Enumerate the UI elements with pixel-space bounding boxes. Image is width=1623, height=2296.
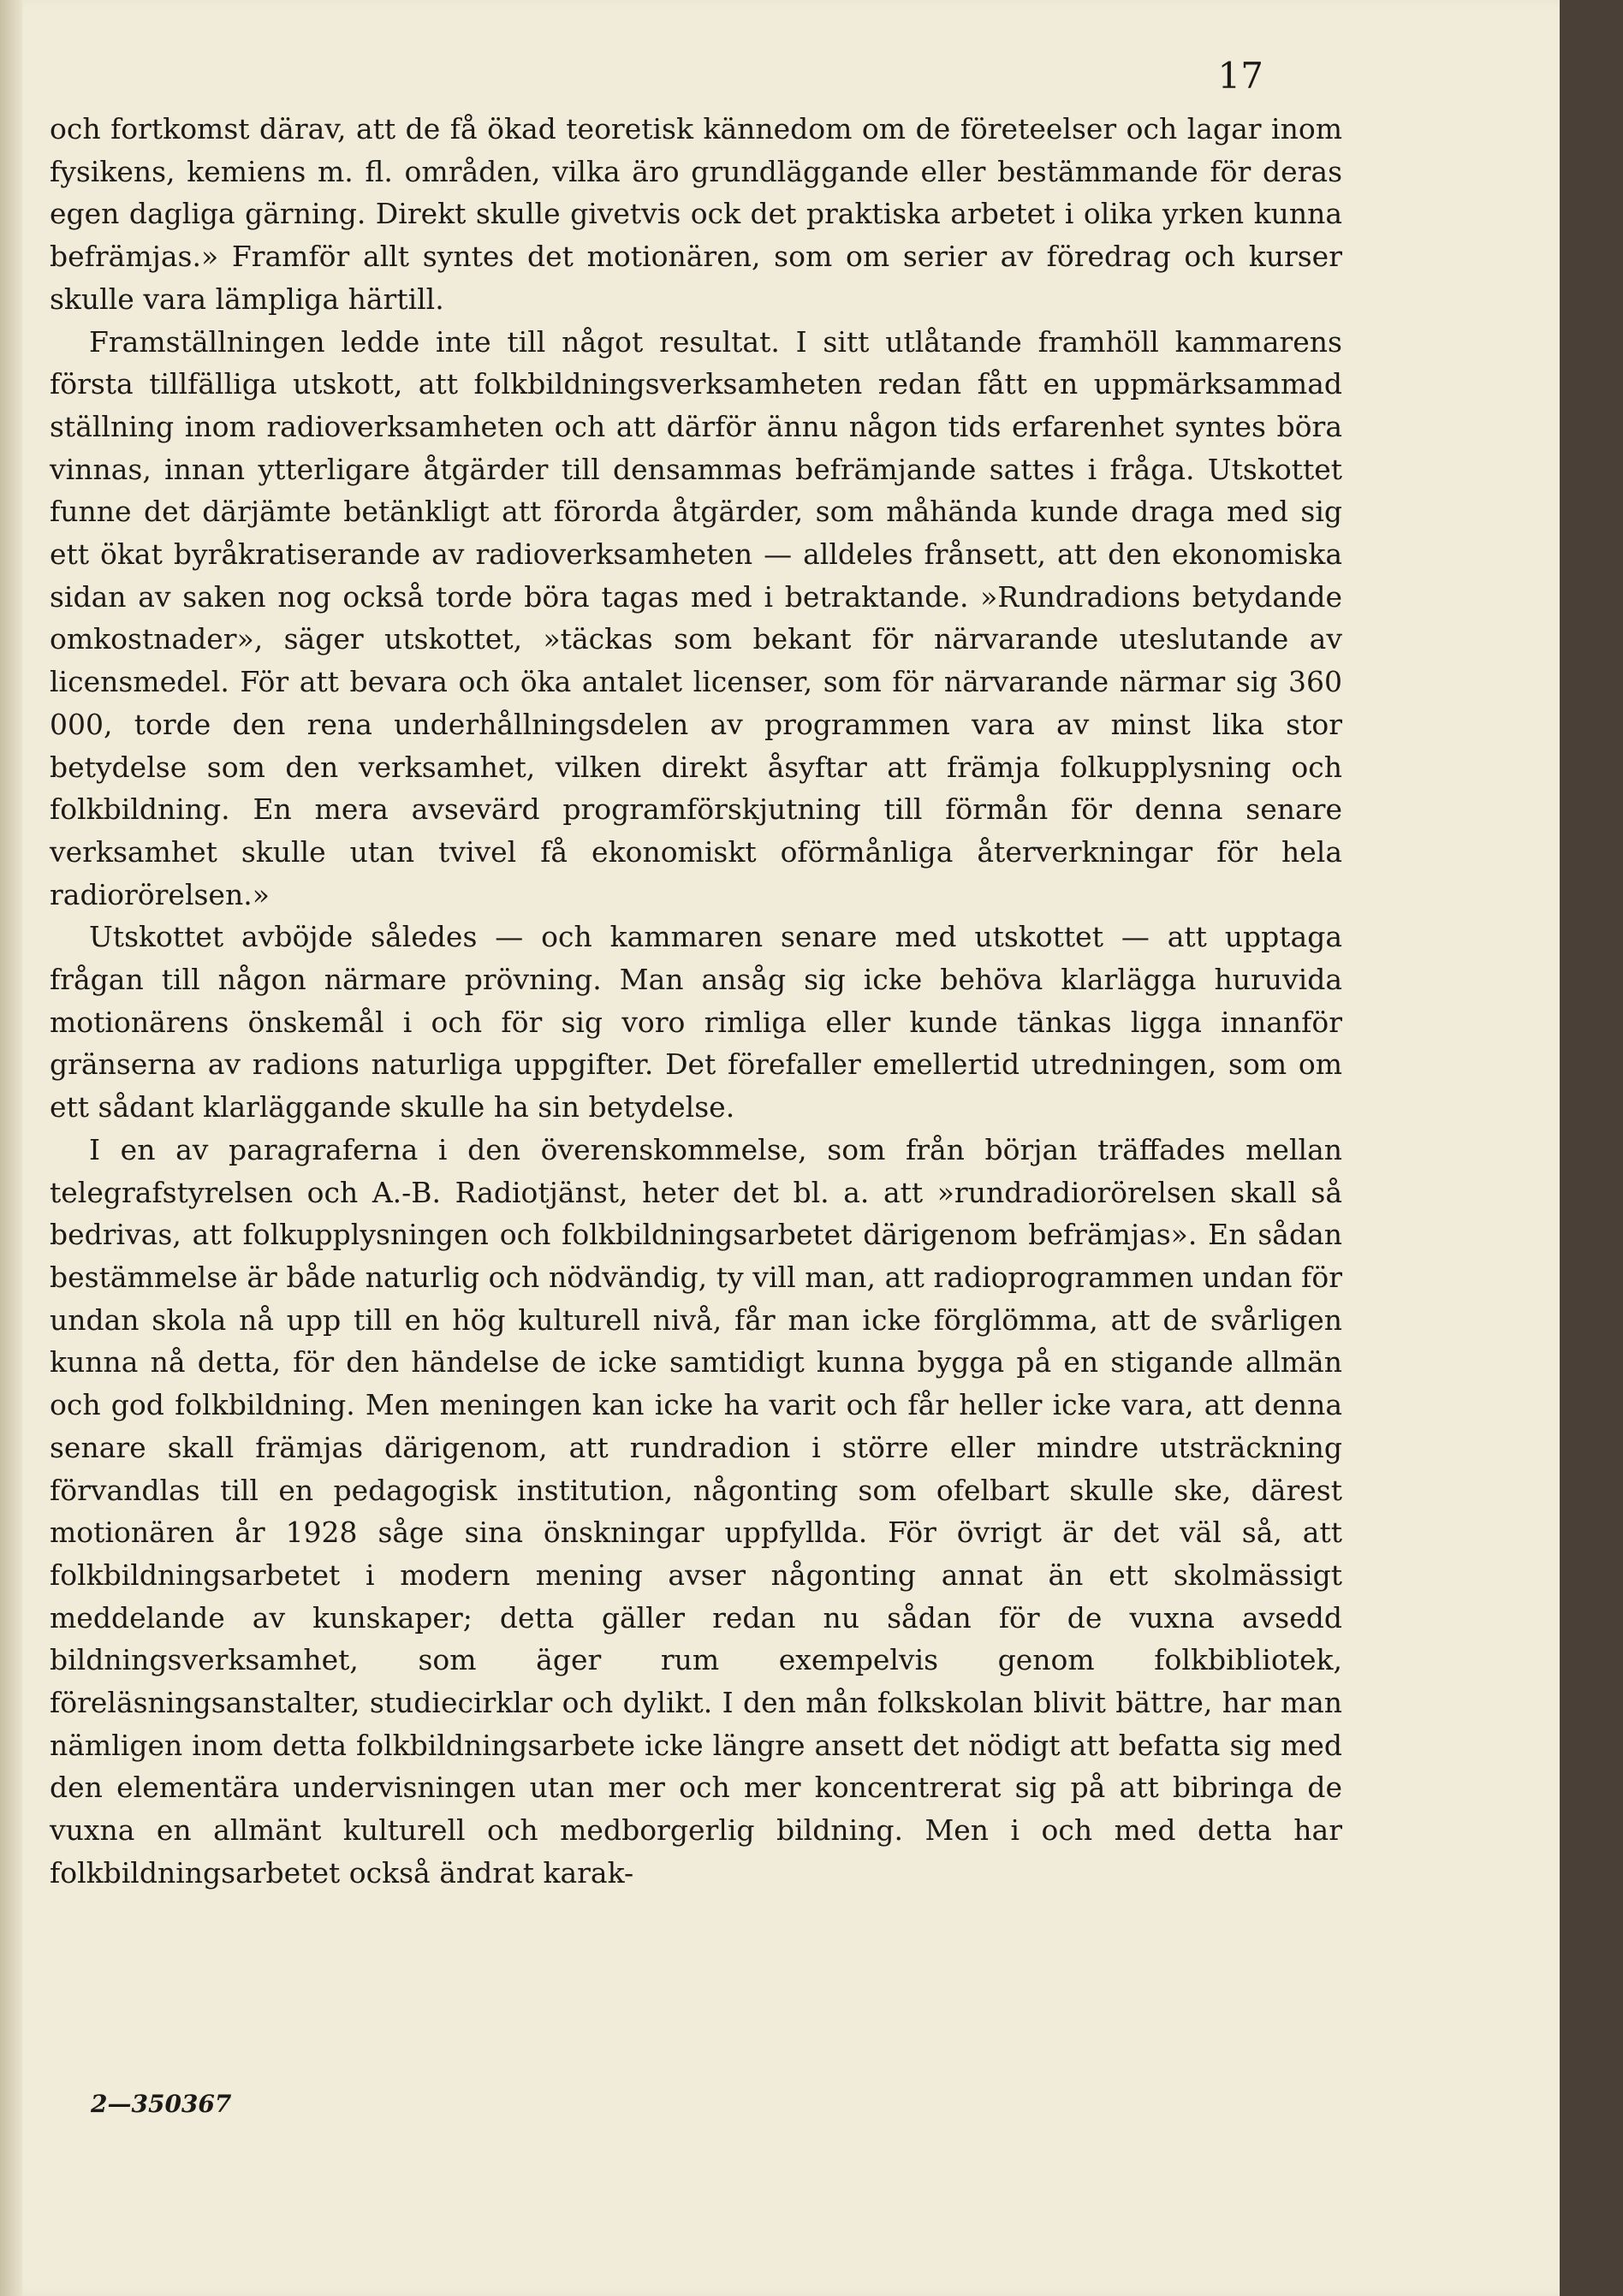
paragraph-continued: och fortkomst därav, att de få ökad teoretisk kännedom om de företeelser och lagar inom fysikens, kemiens m. fl. områden, vilka äro grundläggande eller bestämmande för deras egen dagliga gärning. Direkt skulle givetvis ock det praktiska arbetet i olika yrken kunna befrämjas.» Framför allt syntes det motionären, som om serier av föredrag och kurser skulle vara lämpliga härtill. <box>50 112 1342 316</box>
body-text <box>50 108 1342 1895</box>
page-number: 17 <box>1217 55 1263 97</box>
page-spine-shadow <box>0 0 22 2296</box>
paragraph: Framställningen ledde inte till något resultat. I sitt utlåtande framhöll kammarens första tillfälliga utskott, att folkbildningsverksamheten redan fått en uppmärksammad ställning inom radioverksamheten och att därför ännu någon tids erfarenhet syntes böra vinnas, innan ytterligare åtgärder till densammas befrämjande sattes i fråga. Utskottet funne det därjämte betänkligt att förorda åtgärder, som måhända kunde draga med sig ett ökat byråkratiserande av radioverksamheten — alldeles frånsett, att den ekonomiska sidan av saken nog också torde böra tagas med i betraktande. »Rundradions betydande omkostnader», säger utskottet, »täckas som bekant för närvarande uteslutande av licensmedel. För att bevara och öka antalet licenser, som för närvarande närmar sig 360 000, torde den rena underhållningsdelen av programmen vara av minst lika stor betydelse som den verksamhet, vilken direkt åsyftar att främja folkupplysning och folkbildning. En mera avsevärd programförskjutning till förmån för denna senare verksamhet skulle utan tvivel få ekonomiskt oförmånliga återverkningar för hela radiorörelsen.» <box>50 324 1342 911</box>
printer-signature: 2—350367 <box>91 2090 232 2118</box>
paragraph: I en av paragraferna i den överenskommelse, som från början träffades mellan telegrafstyrelsen och A.-B. Radiotjänst, heter det bl. a. att »rundradiorörelsen skall så bedrivas, att folkupplysningen och folkbildningsarbetet därigenom befrämjas». En sådan bestämmelse är både naturlig och nödvändig, ty vill man, att radioprogrammen undan för undan skola nå upp till en hög kulturell nivå, får man icke förglömma, att de svårligen kunna nå detta, för den händelse de icke samtidigt kunna bygga på en stigande allmän och god folkbildning. Men meningen kan icke ha varit och får heller icke vara, att denna senare skall främjas därigenom, att rundradion i större eller mindre utsträckning förvandlas till en pedagogisk institution, någonting som ofelbart skulle ske, därest motionären år 1928 såge sina önskningar uppfyllda. För övrigt är det väl så, att folkbildningsarbetet i modern mening avser någonting annat än ett skolmässigt meddelande av kunskaper; detta gäller redan nu sådan för de vuxna avsedd bildningsverksamhet, som äger rum exempelvis genom folkbibliotek, föreläsningsanstalter, studiecirklar och dylikt. I den mån folkskolan blivit bättre, har man nämligen inom detta folkbildningsarbete icke längre ansett det nödigt att befatta sig med den elementära undervisningen utan mer och mer koncentrerat sig på att bibringa de vuxna en allmänt kulturell och medborgerlig bildning. Men i och med detta har folkbildningsarbetet också ändrat karak- <box>50 1132 1342 1890</box>
paragraph: Utskottet avböjde således — och kammaren senare med utskottet — att upptaga frågan till någon närmare prövning. Man ansåg sig icke behöva klarlägga huruvida motionärens önskemål i och för sig voro rimliga eller kunde tänkas ligga innanför gränserna av radions naturliga uppgifter. Det förefaller emellertid utredningen, som om ett sådant klarläggande skulle ha sin betydelse. <box>50 920 1342 1124</box>
